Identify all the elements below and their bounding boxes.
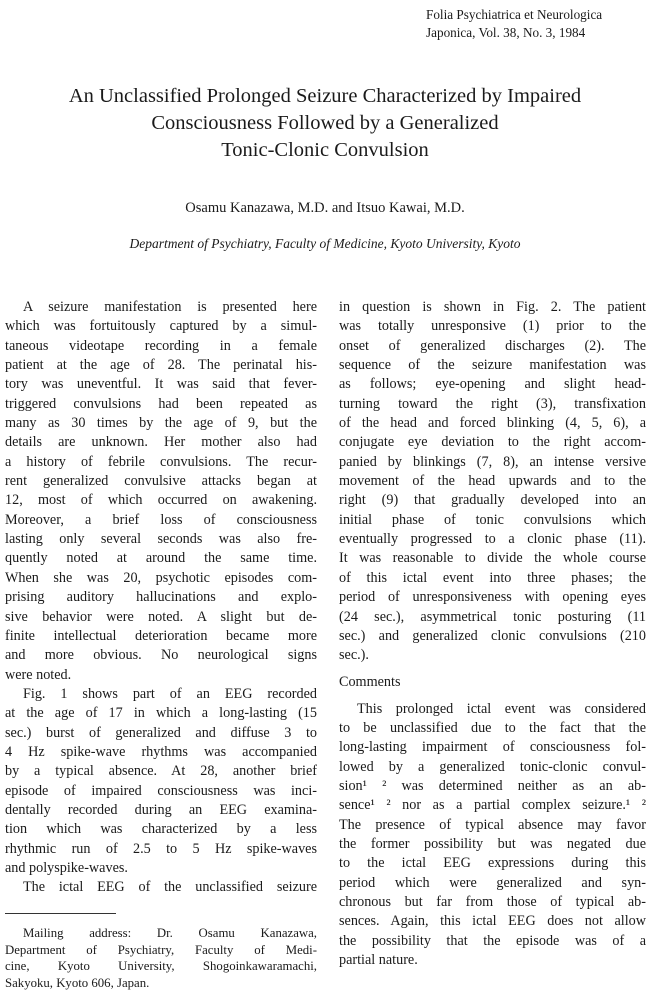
text-line: Moreover, a brief loss of consciousness [5, 511, 317, 530]
text-line: was totally unresponsive (1) prior to the [339, 317, 646, 336]
article-title [20, 83, 630, 164]
text-line: period of unresponsiveness with opening eyes [339, 588, 646, 607]
text-line: The presence of typical absence may favor [339, 816, 646, 835]
footnote-mailing-address [5, 925, 317, 991]
paragraph [5, 685, 317, 878]
journal-name: Folia Psychiatrica et Neurologica [426, 6, 642, 24]
affiliation: Department of Psychiatry, Faculty of Medicine, Kyoto University, Kyoto [0, 236, 650, 252]
text-line: Mailing address: Dr. Osamu Kanazawa, [5, 925, 317, 942]
text-line: to the ictal EEG expressions during this [339, 854, 646, 873]
text-line: The ictal EEG of the unclassified seizure [5, 878, 317, 897]
text-line: It was reasonable to divide the whole course [339, 549, 646, 568]
paragraph [339, 298, 646, 666]
text-line: onset of generalized discharges (2). The [339, 337, 646, 356]
text-line: A seizure manifestation is presented here [5, 298, 317, 317]
text-line: lowed by a generalized tonic-clonic convul- [339, 758, 646, 777]
text-line: This prolonged ictal event was considered [339, 700, 646, 719]
text-line: to be unclassified due to the fact that the [339, 719, 646, 738]
text-line: initial phase of tonic convulsions which [339, 511, 646, 530]
text-line: tion which was characterized by a less [5, 820, 317, 839]
text-line: of the head and forced blinking (4, 5, 6), a [339, 414, 646, 433]
text-line: period which were generalized and syn- [339, 874, 646, 893]
section-heading-comments: Comments [339, 673, 646, 692]
text-line: sive behavior were noted. A slight but de- [5, 608, 317, 627]
title-line: Consciousness Followed by a Generalized [20, 110, 630, 137]
text-line: partial nature. [339, 951, 646, 970]
text-line: sec.) and generalized clonic convulsions (210 [339, 627, 646, 646]
text-line: movement of the head upwards and to the [339, 472, 646, 491]
text-line: sec.). [339, 646, 646, 665]
text-line: finite intellectual deterioration became more [5, 627, 317, 646]
text-line: sion¹ ² was determined neither as an ab- [339, 777, 646, 796]
text-line: and polyspike-waves. [5, 859, 317, 878]
text-line: which was fortuitously captured by a simul- [5, 317, 317, 336]
paragraph [5, 878, 317, 897]
text-line: Sakyoku, Kyoto 606, Japan. [5, 975, 317, 991]
text-line: 4 Hz spike-wave rhythms was accompanied [5, 743, 317, 762]
text-line: as follows; eye-opening and slight head- [339, 375, 646, 394]
text-line: dentally recorded during an EEG examina- [5, 801, 317, 820]
text-line: right (9) that gradually developed into an [339, 491, 646, 510]
text-line: conjugate eye deviation to the right accom- [339, 433, 646, 452]
text-line: quently noted at around the same time. [5, 549, 317, 568]
text-line: sec.) burst of generalized and diffuse 3 to [5, 724, 317, 743]
text-line: turning toward the right (3), transfixation [339, 395, 646, 414]
text-line: cine, Kyoto University, Shogoinkawaramachi, [5, 958, 317, 975]
text-line: of this ictal event into three phases; the [339, 569, 646, 588]
text-line: rent generalized convulsive attacks began at [5, 472, 317, 491]
paragraph [5, 298, 317, 685]
right-column [339, 298, 646, 970]
journal-volume: Japonica, Vol. 38, No. 3, 1984 [426, 24, 642, 42]
text-line: rhythmic run of 2.5 to 5 Hz spike-waves [5, 840, 317, 859]
text-line: panied by blinkings (7, 8), an intense versive [339, 453, 646, 472]
text-line: chronous but far from those of typical ab- [339, 893, 646, 912]
text-line: triggered convulsions had been repeated as [5, 395, 317, 414]
text-line: prising auditory hallucinations and explo- [5, 588, 317, 607]
title-line: An Unclassified Prolonged Seizure Characterized by Impaired [20, 83, 630, 110]
text-line: and more obvious. No neurological signs [5, 646, 317, 665]
title-line: Tonic-Clonic Convulsion [20, 137, 630, 164]
text-line: sence¹ ² nor as a partial complex seizure.¹ ² [339, 796, 646, 815]
journal-citation [426, 6, 642, 42]
text-line: lasting only several seconds was also fre- [5, 530, 317, 549]
paragraph [339, 700, 646, 971]
authors: Osamu Kanazawa, M.D. and Itsuo Kawai, M.D. [0, 200, 650, 217]
text-line: many as 30 times by the age of 9, but the [5, 414, 317, 433]
text-line: Department of Psychiatry, Faculty of Medi- [5, 942, 317, 959]
text-line: 12, most of which occurred on awakening. [5, 491, 317, 510]
text-line: at the age of 17 in which a long-lasting (15 [5, 704, 317, 723]
text-line: by a typical absence. At 28, another brief [5, 762, 317, 781]
text-line: the possibility that the episode was of a [339, 932, 646, 951]
footnote-divider [5, 913, 116, 914]
text-line: a history of febrile convulsions. The recur- [5, 453, 317, 472]
text-line: details are unknown. Her mother also had [5, 433, 317, 452]
text-line: taneous videotape recording in a female [5, 337, 317, 356]
text-line: long-lasting impairment of consciousness fol- [339, 738, 646, 757]
text-line: sences. Again, this ictal EEG does not allow [339, 912, 646, 931]
text-line: (24 sec.), asymmetrical tonic posturing (11 [339, 608, 646, 627]
text-line: Fig. 1 shows part of an EEG recorded [5, 685, 317, 704]
text-line: sequence of the seizure manifestation was [339, 356, 646, 375]
text-line: episode of impaired consciousness was inci- [5, 782, 317, 801]
text-line: the former possibility but was negated due [339, 835, 646, 854]
text-line: When she was 20, psychotic episodes com- [5, 569, 317, 588]
text-line: were noted. [5, 666, 317, 685]
text-line: eventually progressed to a clonic phase (11). [339, 530, 646, 549]
text-line: tory was uneventful. It was said that fever- [5, 375, 317, 394]
left-column [5, 298, 317, 898]
text-line: patient at the age of 28. The perinatal his- [5, 356, 317, 375]
text-line: in question is shown in Fig. 2. The patient [339, 298, 646, 317]
